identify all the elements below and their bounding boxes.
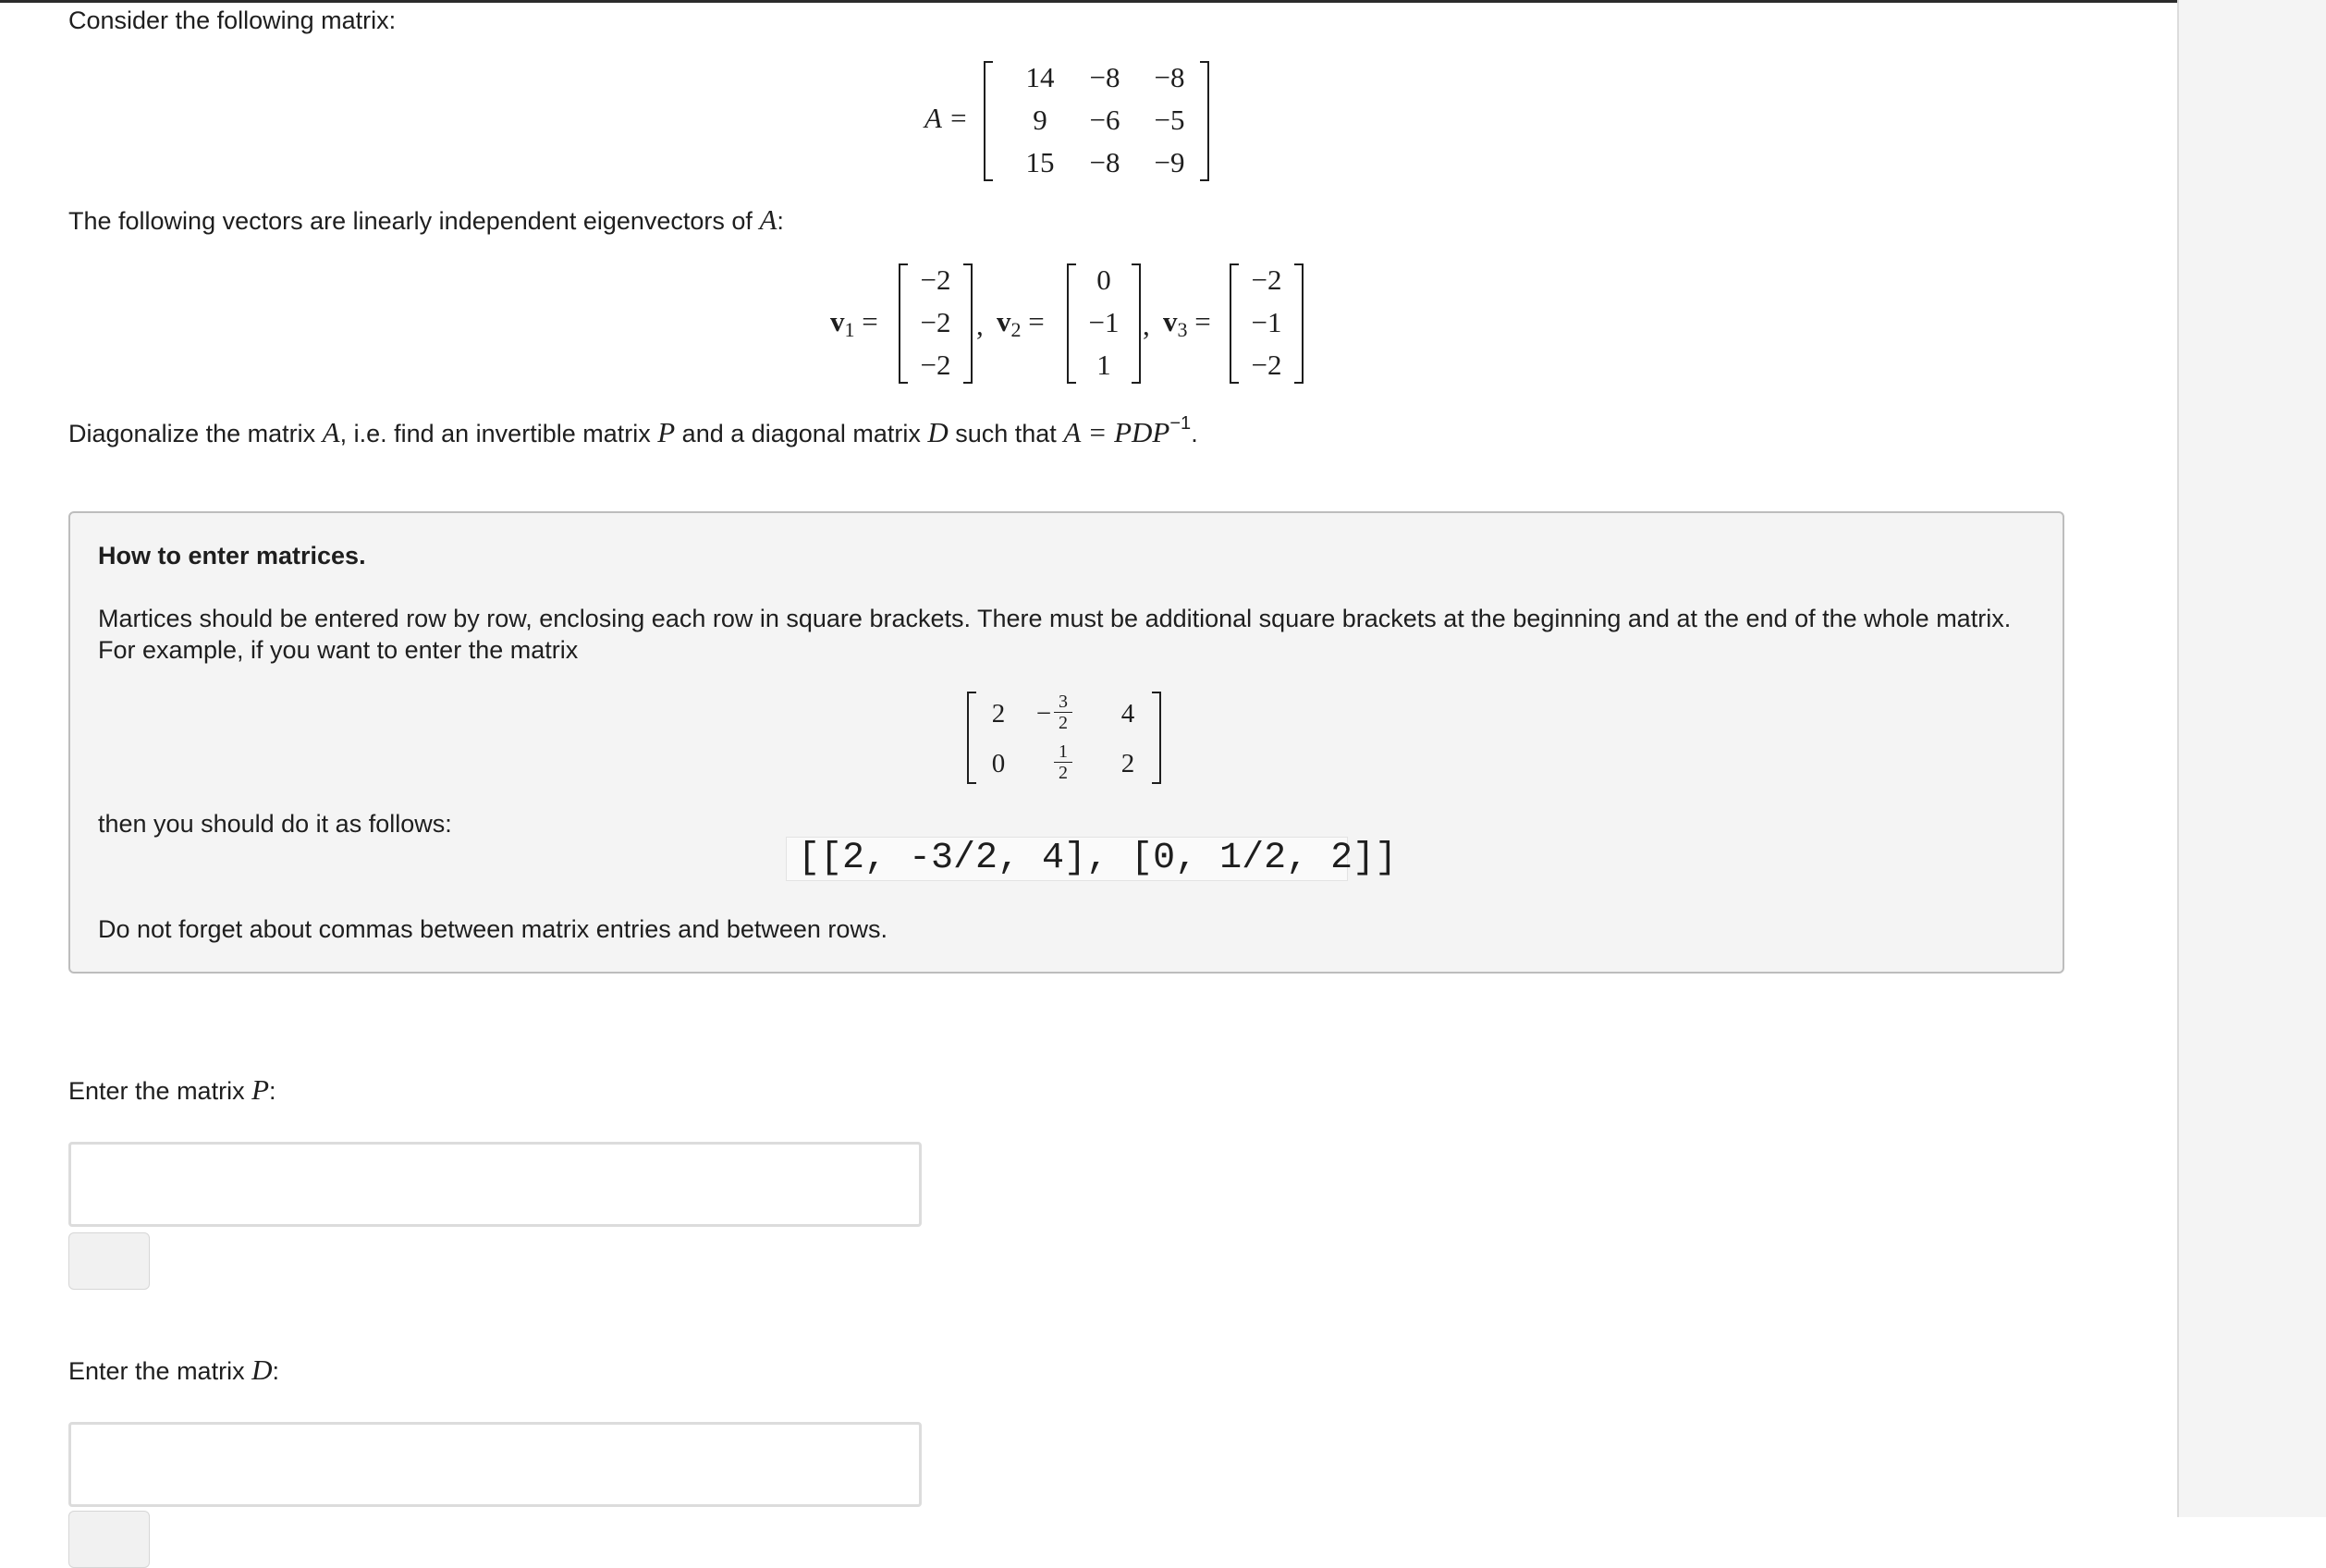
v3-vector	[1230, 263, 1304, 384]
matrix-p-preview-button[interactable]	[68, 1232, 150, 1290]
v2-entry: −1	[1088, 306, 1120, 338]
v3-entry: −1	[1251, 306, 1282, 338]
example-minus: −	[1035, 699, 1052, 729]
matrix-p-input[interactable]	[68, 1142, 922, 1227]
matrix-a-cell: 14	[1025, 61, 1055, 93]
matrix-a-cell: −9	[1154, 146, 1185, 178]
example-fraction: $\frac{1}{2}$	[1054, 741, 1072, 783]
enter-d-label: Enter the matrix D:	[68, 1354, 279, 1386]
matrix-a-cell: −8	[1089, 146, 1120, 178]
consider-text: Consider the following matrix:	[68, 6, 397, 34]
diagonalize-instruction: Diagonalize the matrix A, i.e. find an invertible matrix P and a diagonal matrix D such that $A = PDP^{-1}$.	[68, 413, 1198, 448]
help-commas-note: Do not forget about commas between matrix entries and between rows.	[98, 915, 888, 943]
example-cell: 0	[991, 749, 1006, 778]
v2-entry: 1	[1096, 349, 1111, 381]
matrix-d-preview-button[interactable]	[68, 1511, 150, 1568]
v1-separator: ,	[976, 309, 984, 341]
right-side-panel	[2177, 0, 2326, 1517]
v1-entry: −2	[920, 349, 951, 381]
help-line-2: For example, if you want to enter the matrix	[98, 636, 579, 664]
v3-entry: −2	[1251, 263, 1282, 296]
help-line-1: Martices should be entered row by row, enclosing each row in square brackets. There must be additional square brackets at the beginning and at the end of the whole matrix.	[98, 605, 2012, 632]
matrix-d-input[interactable]	[68, 1422, 922, 1507]
matrix-a-cell: 15	[1025, 146, 1055, 178]
v2-entry: 0	[1096, 263, 1111, 296]
example-cell: 4	[1120, 699, 1135, 729]
matrix-a	[984, 61, 1209, 181]
v2-separator: ,	[1143, 309, 1150, 341]
matrix-a-cell: −5	[1154, 104, 1185, 136]
example-cell: 2	[991, 699, 1006, 729]
v1-vector	[899, 263, 973, 384]
matrix-a-cell: −8	[1154, 61, 1185, 93]
eigenvectors-intro: The following vectors are linearly independent eigenvectors of A:	[68, 203, 784, 236]
matrix-a-cell: −8	[1089, 61, 1120, 93]
v2-vector	[1067, 263, 1141, 384]
example-fraction: $\frac{3}{2}$	[1054, 692, 1072, 733]
example-cell: 2	[1120, 749, 1135, 778]
v1-label: v1 =	[830, 305, 878, 341]
v1-entry: −2	[920, 306, 951, 338]
v3-entry: −2	[1251, 349, 1282, 381]
v1-entry: −2	[920, 263, 951, 296]
v2-label: v2 =	[997, 305, 1045, 341]
matrix-a-cell: −6	[1089, 104, 1120, 136]
matrix-a-label: A =	[924, 102, 969, 134]
enter-p-label: Enter the matrix P:	[68, 1073, 276, 1106]
help-then-text: then you should do it as follows:	[98, 810, 452, 838]
v3-label: v3 =	[1163, 305, 1211, 341]
help-title: How to enter matrices.	[98, 542, 366, 570]
example-matrix	[967, 692, 1161, 784]
example-code: [[2, -3/2, 4], [0, 1/2, 2]]	[786, 837, 1348, 881]
top-divider	[0, 0, 2177, 3]
matrix-a-cell: 9	[1033, 104, 1047, 136]
